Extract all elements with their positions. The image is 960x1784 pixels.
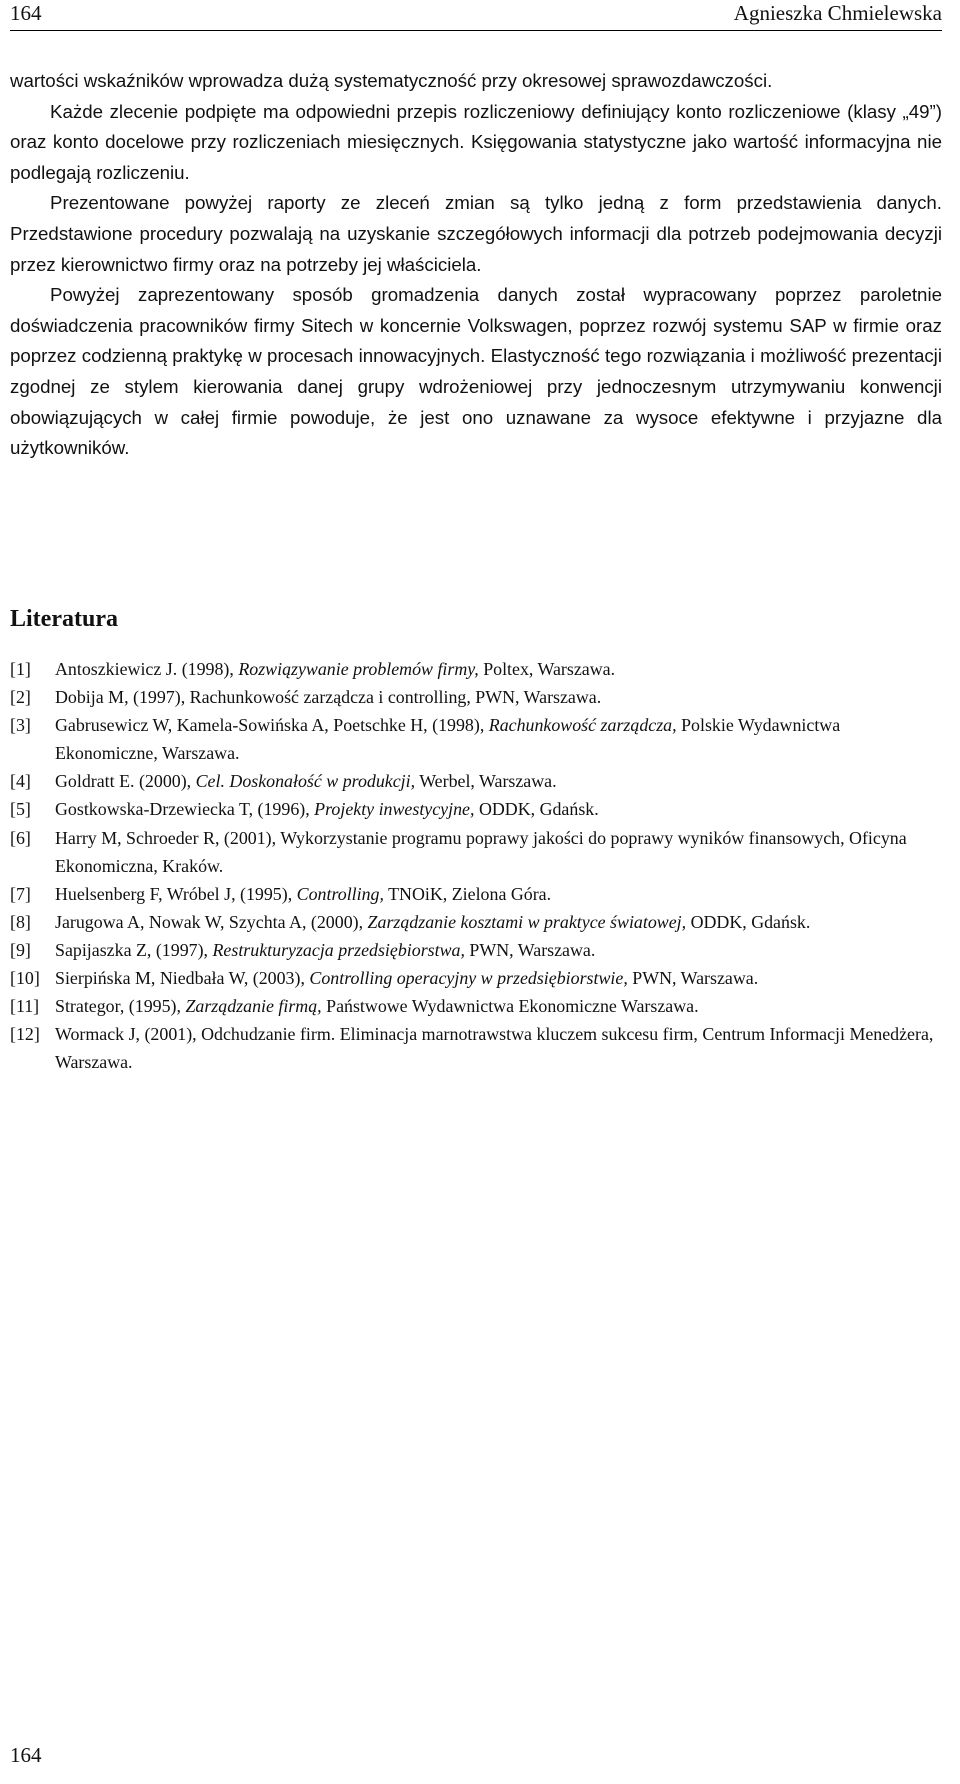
reference-number: [12] (10, 1024, 40, 1045)
reference-number: [3] (10, 715, 31, 736)
reference-item (10, 824, 942, 880)
reference-text: Antoszkiewicz J. (1998), Rozwiązywanie problemów firmy, Poltex, Warszawa. (55, 659, 616, 679)
paragraph: Prezentowane powyżej raporty ze zleceń zmian są tylko jedną z form przedstawienia danych. Przedstawione procedury pozwalają na uzyskanie szczegółowych informacji dla potrzeb podejmowania decyzji przez kierownictwo firmy oraz na potrzeby jej właściciela. (10, 192, 942, 275)
reference-number: [6] (10, 827, 31, 848)
reference-number: [10] (10, 968, 40, 989)
reference-text: Goldratt E. (2000), Cel. Doskonałość w produkcji, Werbel, Warszawa. (55, 771, 557, 792)
reference-number: [9] (10, 939, 31, 960)
header-author: Agnieszka Chmielewska (733, 1, 942, 25)
reference-number: [1] (10, 659, 31, 679)
body-text (10, 66, 942, 464)
reference-text: Sapijaszka Z, (1997), Restrukturyzacja przedsiębiorstwa, PWN, Warszawa. (55, 939, 596, 960)
reference-item (10, 711, 942, 767)
reference-text: Harry M, Schroeder R, (2001), Wykorzystanie programu poprawy jakości do poprawy wyników finansowych, Oficyna Ekonomiczna, Kraków. (55, 827, 907, 876)
reference-item (10, 795, 942, 823)
reference-item (10, 655, 942, 683)
reference-text: Dobija M, (1997), Rachunkowość zarządcza i controlling, PWN, Warszawa. (55, 687, 602, 708)
paragraph: wartości wskaźników wprowadza dużą systematyczność przy okresowej sprawozdawczości. (10, 70, 773, 91)
reference-number: [7] (10, 883, 31, 904)
reference-item (10, 908, 942, 936)
reference-text: Huelsenberg F, Wróbel J, (1995), Controlling, TNOiK, Zielona Góra. (55, 883, 552, 904)
reference-number: [2] (10, 687, 31, 708)
reference-item (10, 992, 942, 1020)
reference-text: Jarugowa A, Nowak W, Szychta A, (2000), Zarządzanie kosztami w praktyce światowej, ODDK, Gdańsk. (55, 911, 811, 932)
reference-item (10, 936, 942, 964)
running-header (10, 0, 942, 31)
paragraph: Każde zlecenie podpięte ma odpowiedni przepis rozliczeniowy definiujący konto rozliczeniowe (klasy „49”) oraz konto docelowe przy rozliczeniach miesięcznych. Księgowania statystyczne jako wartość informacyjna nie podlegają rozliczeniu. (10, 100, 942, 183)
paragraph: Powyżej zaprezentowany sposób gromadzenia danych został wypracowany poprzez paroletnie doświadczenia pracowników firmy Sitech w koncernie Volkswagen, poprzez rozwój systemu SAP w firmie oraz poprzez codzienną praktykę w procesach innowacyjnych. Elastyczność tego rozwiązania i możliwość prezentacji zgodnej ze stylem kierowania danej grupy wdrożeniowej przy jednoczesnym utrzymywaniu konwencji obowiązujących w całej firmie powoduje, że jest ono uznawane za wysoce efektywne i przyjazne dla użytkowników. (10, 284, 942, 459)
header-page-number: 164 (10, 1, 42, 25)
reference-number: [11] (10, 996, 40, 1017)
reference-item (10, 767, 942, 795)
literature-heading: Literatura (10, 606, 118, 632)
reference-item (10, 880, 942, 908)
reference-text: Gabrusewicz W, Kamela-Sowińska A, Poetschke H, (1998), Rachunkowość zarządcza, Polskie Wydawnictwa Ekonomiczne, Warszawa. (55, 715, 841, 764)
reference-text: Sierpińska M, Niedbała W, (2003), Controlling operacyjny w przedsiębiorstwie, PWN, Warszawa. (55, 968, 759, 989)
reference-text: Strategor, (1995), Zarządzanie firmą, Państwowe Wydawnictwa Ekonomiczne Warszawa. (55, 996, 699, 1017)
reference-number: [4] (10, 771, 31, 792)
reference-number: [8] (10, 911, 31, 932)
reference-text: Wormack J, (2001), Odchudzanie firm. Eliminacja marnotrawstwa kluczem sukcesu firm, Centrum Informacji Menedżera, Warszawa. (55, 1024, 934, 1073)
reference-item (10, 683, 942, 711)
reference-list (10, 655, 942, 1076)
reference-number: [5] (10, 799, 31, 820)
reference-text: Gostkowska-Drzewiecka T, (1996), Projekty inwestycyjne, ODDK, Gdańsk. (55, 799, 599, 820)
reference-item (10, 964, 942, 992)
reference-item (10, 1020, 942, 1076)
footer-page-number: 164 (10, 1743, 42, 1767)
